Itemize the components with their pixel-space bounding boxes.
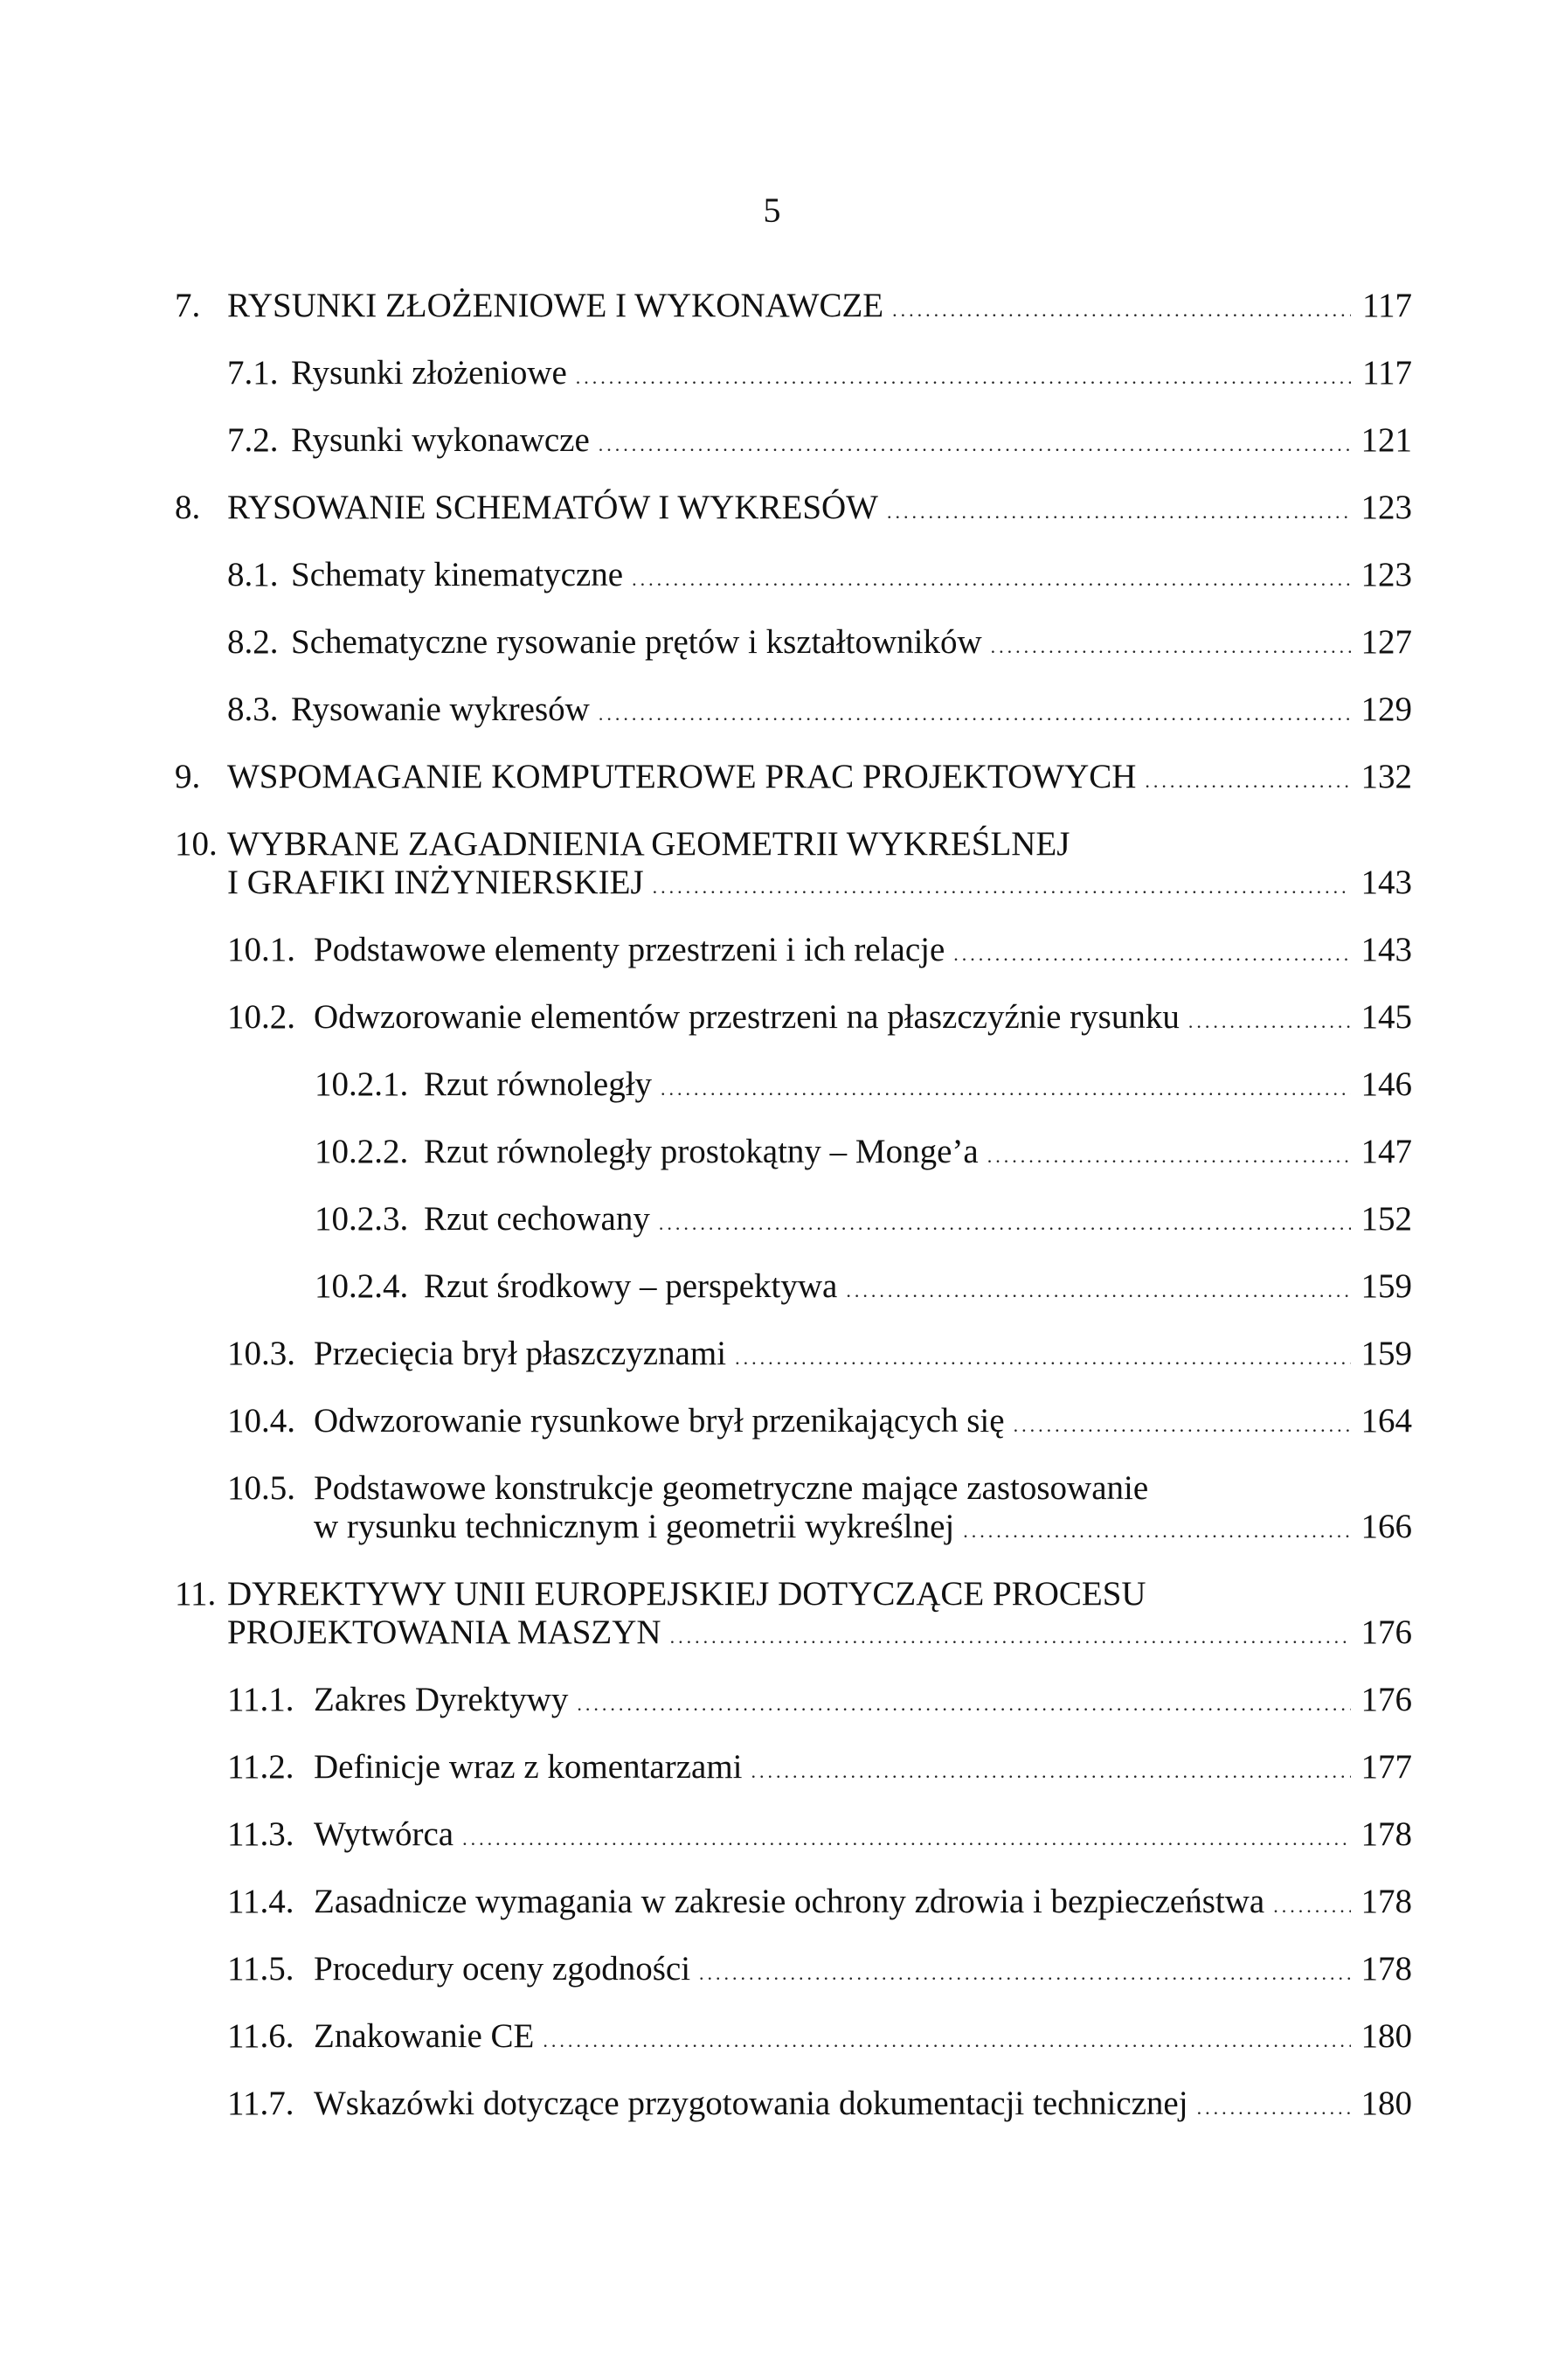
toc-entry-page: 121 (1361, 421, 1412, 459)
toc-entry-number: 8.1. (227, 556, 279, 593)
toc-entry-page: 159 (1361, 1267, 1412, 1305)
toc-entry-page: 159 (1361, 1335, 1412, 1372)
toc-entry-title: Rzut cechowany (424, 1200, 650, 1238)
toc-entry[interactable] (175, 556, 1412, 599)
toc-entry-title: Definicje wraz z komentarzami (314, 1748, 743, 1786)
toc-entry-title: I GRAFIKI INŻYNIERSKIEJ (227, 864, 644, 901)
toc-entry-page: 178 (1361, 1815, 1412, 1853)
toc-entry-number: 7.1. (227, 354, 279, 392)
toc-entry-page: 146 (1361, 1065, 1412, 1103)
dot-leader (735, 1339, 1351, 1377)
toc-entry-number: 8.2. (227, 623, 279, 661)
dot-leader (653, 868, 1351, 906)
toc-entry[interactable] (175, 1575, 1412, 1656)
toc-entry-page: 166 (1361, 1508, 1412, 1545)
dot-leader (963, 1512, 1351, 1551)
toc-entry-page: 152 (1361, 1200, 1412, 1238)
toc-entry-number: 7. (175, 287, 201, 324)
toc-entry-title: WSPOMAGANIE KOMPUTEROWE PRAC PROJEKTOWYCH (227, 758, 1137, 795)
dot-leader (1273, 1887, 1351, 1926)
toc-entry-number: 10. (175, 825, 218, 863)
toc-entry[interactable] (175, 1469, 1412, 1551)
toc-entry-title: Schematyczne rysowanie prętów i kształtowników (291, 623, 982, 661)
toc-entry[interactable] (175, 2017, 1412, 2060)
dot-leader (576, 358, 1351, 397)
toc-entry-title: Zakres Dyrektywy (314, 1681, 569, 1718)
toc-entry[interactable] (175, 998, 1412, 1041)
toc-entry-title: Podstawowe elementy przestrzeni i ich relacje (314, 931, 945, 968)
toc-entry[interactable] (175, 421, 1412, 464)
toc-entry-page: 180 (1361, 2085, 1412, 2122)
toc-entry[interactable] (175, 1133, 1412, 1176)
toc-entry-number: 10.2.3. (315, 1200, 409, 1238)
toc-entry[interactable] (175, 1065, 1412, 1108)
toc-entry-number: 10.2.1. (315, 1065, 409, 1103)
toc-entry-title: w rysunku technicznym i geometrii wykreślnej (314, 1508, 955, 1545)
toc-entry-number: 10.3. (227, 1335, 295, 1372)
dot-leader (846, 1272, 1351, 1310)
toc-entry-title: Rzut środkowy – perspektywa (424, 1267, 838, 1305)
dot-leader (1145, 762, 1351, 801)
dot-leader (599, 695, 1351, 733)
toc-entry-number: 11.7. (227, 2085, 294, 2122)
toc-entry-title: Podstawowe konstrukcje geometryczne mające zastosowanie (314, 1469, 1149, 1507)
toc-entry-number: 10.4. (227, 1402, 295, 1440)
toc-entry-page: 123 (1361, 489, 1412, 526)
toc-entry-page: 123 (1361, 556, 1412, 593)
dot-leader (953, 935, 1351, 974)
toc-entry-number: 9. (175, 758, 201, 795)
toc-entry[interactable] (175, 1335, 1412, 1377)
toc-entry[interactable] (175, 1950, 1412, 1993)
toc-entry[interactable] (175, 2085, 1412, 2127)
toc-entry-title: Rzut równoległy prostokątny – Monge’a (424, 1133, 979, 1170)
toc-entry-page: 127 (1361, 623, 1412, 661)
toc-entry[interactable] (175, 1815, 1412, 1858)
dot-leader (577, 1685, 1351, 1724)
toc-entry[interactable] (175, 1200, 1412, 1243)
toc-entry-title: Rysunki wykonawcze (291, 421, 590, 459)
dot-leader (887, 493, 1351, 531)
toc-entry-page: 145 (1361, 998, 1412, 1036)
toc-entry-title: RYSUNKI ZŁOŻENIOWE I WYKONAWCZE (227, 287, 884, 324)
toc-entry-number: 11.6. (227, 2017, 294, 2055)
toc-entry-title: Wytwórca (314, 1815, 454, 1853)
toc-entry[interactable] (175, 354, 1412, 397)
toc-entry-title: Rzut równoległy (424, 1065, 653, 1103)
dot-leader (599, 426, 1351, 464)
toc-entry-page: 178 (1361, 1883, 1412, 1920)
dot-leader (751, 1752, 1352, 1791)
dot-leader (987, 1137, 1351, 1176)
toc-entry-title: Zasadnicze wymagania w zakresie ochrony zdrowia i bezpieczeństwa (314, 1883, 1265, 1920)
toc-entry-page: 132 (1361, 758, 1412, 795)
dot-leader (892, 291, 1351, 330)
toc-entry[interactable] (175, 489, 1412, 531)
toc-entry[interactable] (175, 1267, 1412, 1310)
dot-leader (670, 1618, 1351, 1656)
toc-entry[interactable] (175, 758, 1412, 801)
toc-entry-number: 8. (175, 489, 201, 526)
dot-leader (632, 560, 1351, 599)
toc-entry-title: Procedury oceny zgodności (314, 1950, 691, 1988)
toc-entry-number: 11. (175, 1575, 217, 1613)
toc-entry[interactable] (175, 1402, 1412, 1445)
toc-entry-number: 8.3. (227, 690, 279, 728)
toc-entry[interactable] (175, 690, 1412, 733)
toc-entry-page: 143 (1361, 864, 1412, 901)
toc-entry-title: Schematy kinematyczne (291, 556, 624, 593)
dot-leader (991, 628, 1351, 666)
toc-entry-number: 10.5. (227, 1469, 295, 1507)
toc-entry-title: PROJEKTOWANIA MASZYN (227, 1613, 661, 1651)
toc-entry-page: 147 (1361, 1133, 1412, 1170)
toc-entry[interactable] (175, 287, 1412, 330)
toc-entry-page: 180 (1361, 2017, 1412, 2055)
toc-entry-page: 176 (1361, 1613, 1412, 1651)
toc-entry-number: 10.2. (227, 998, 295, 1036)
toc-entry-page: 164 (1361, 1402, 1412, 1440)
toc-entry-title: Odwzorowanie elementów przestrzeni na płaszczyźnie rysunku (314, 998, 1180, 1036)
dot-leader (543, 2022, 1351, 2060)
toc-entry[interactable] (175, 931, 1412, 974)
dot-leader (661, 1070, 1351, 1108)
toc-entry-number: 11.4. (227, 1883, 294, 1920)
dot-leader (659, 1204, 1351, 1243)
toc-entry-number: 10.2.4. (315, 1267, 409, 1305)
toc-entry-number: 10.2.2. (315, 1133, 409, 1170)
toc-entry-number: 11.5. (227, 1950, 294, 1988)
dot-leader (1014, 1406, 1351, 1445)
toc-entry-page: 143 (1361, 931, 1412, 968)
toc-entry-title: Przecięcia brył płaszczyznami (314, 1335, 727, 1372)
table-of-contents (175, 287, 1412, 2127)
toc-entry-title: RYSOWANIE SCHEMATÓW I WYKRESÓW (227, 489, 878, 526)
page-number: 5 (763, 191, 781, 230)
toc-entry-title: Znakowanie CE (314, 2017, 535, 2055)
toc-entry-page: 117 (1361, 354, 1412, 392)
dot-leader (1197, 2089, 1351, 2127)
dot-leader (462, 1820, 1351, 1858)
toc-entry-title: Wskazówki dotyczące przygotowania dokumentacji technicznej (314, 2085, 1188, 2122)
toc-entry-number: 11.2. (227, 1748, 294, 1786)
toc-entry-title: DYREKTYWY UNII EUROPEJSKIEJ DOTYCZĄCE PROCESU (227, 1575, 1146, 1613)
toc-entry-page: 129 (1361, 690, 1412, 728)
toc-entry[interactable] (175, 1883, 1412, 1926)
toc-entry-number: 7.2. (227, 421, 279, 459)
toc-entry-title: WYBRANE ZAGADNIENIA GEOMETRII WYKREŚLNEJ (227, 825, 1070, 863)
toc-entry[interactable] (175, 825, 1412, 906)
toc-entry[interactable] (175, 1681, 1412, 1724)
toc-entry-number: 11.3. (227, 1815, 294, 1853)
toc-entry-number: 11.1. (227, 1681, 294, 1718)
dot-leader (699, 1954, 1351, 1993)
toc-entry-title: Rysowanie wykresów (291, 690, 590, 728)
toc-entry-title: Rysunki złożeniowe (291, 354, 567, 392)
toc-entry-page: 117 (1361, 287, 1412, 324)
dot-leader (1188, 1003, 1351, 1041)
toc-entry-page: 178 (1361, 1950, 1412, 1988)
toc-entry-number: 10.1. (227, 931, 295, 968)
toc-entry[interactable] (175, 1748, 1412, 1791)
toc-entry-title: Odwzorowanie rysunkowe brył przenikających się (314, 1402, 1005, 1440)
toc-entry-page: 177 (1361, 1748, 1412, 1786)
toc-entry-page: 176 (1361, 1681, 1412, 1718)
toc-entry[interactable] (175, 623, 1412, 666)
